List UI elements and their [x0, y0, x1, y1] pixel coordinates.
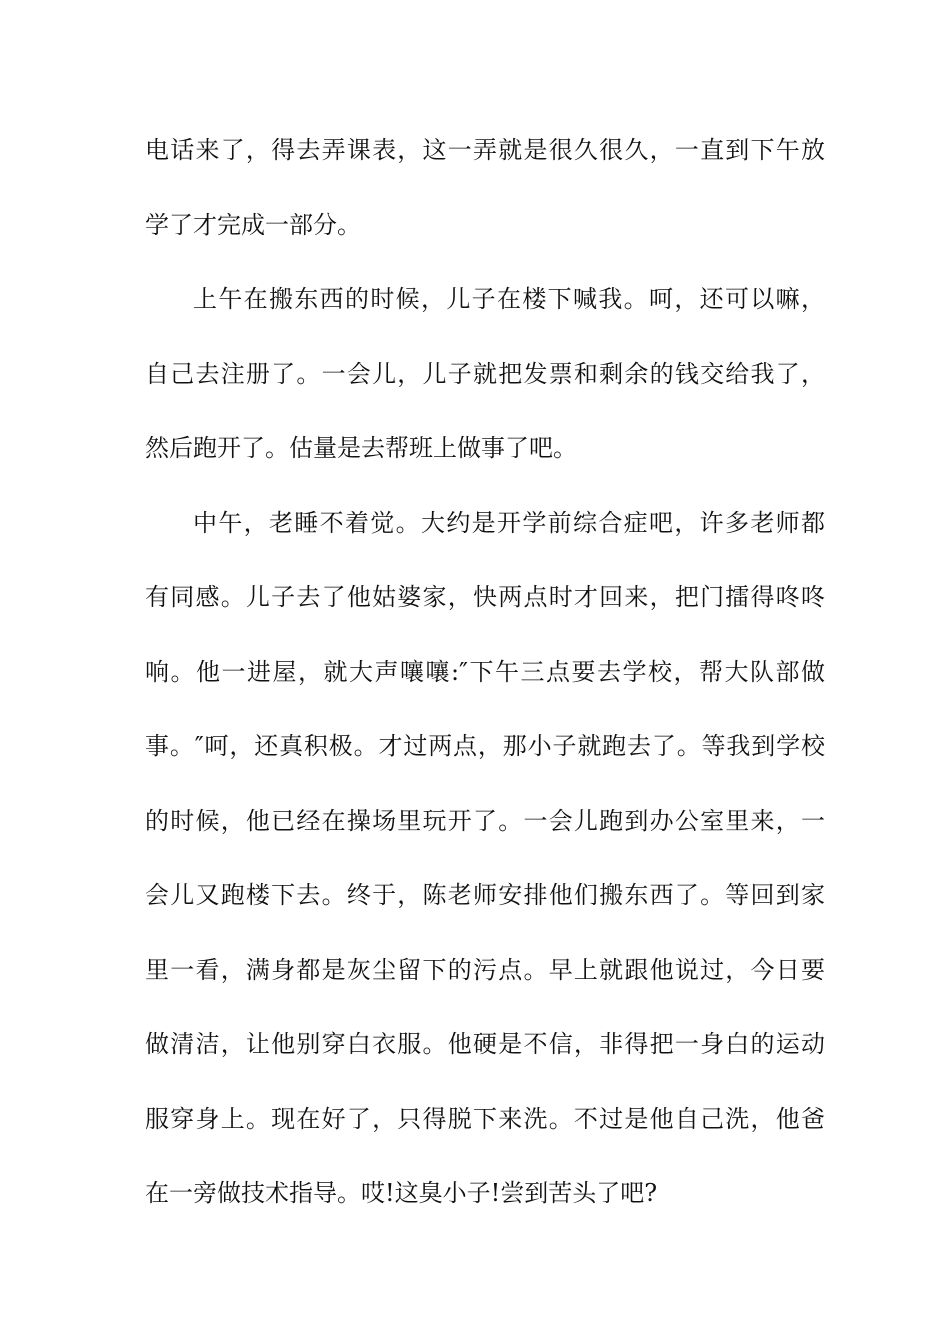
document-body [145, 130, 825, 1248]
text-line: 在一旁做技术指导。哎!这臭小子!尝到苦头了吧? [145, 1179, 658, 1207]
text-line: 自己去注册了。一会儿，儿子就把发票和剩余的钱交给我了， [145, 359, 825, 388]
text-line: 里一看，满身都是灰尘留下的污点。早上就跟他说过，今日要 [145, 955, 825, 984]
text-line: 服穿身上。现在好了，只得脱下来洗。不过是他自己洗，他爸 [145, 1104, 825, 1133]
text-line: 学了才完成一部分。 [145, 210, 361, 239]
paragraph-first-line: 中午，老睡不着觉。大约是开学前综合症吧，许多老师都 [193, 508, 825, 537]
text-line: 电话来了，得去弄课表，这一弄就是很久很久，一直到下午放 [145, 136, 825, 164]
text-line: 会儿又跑楼下去。终于，陈老师安排他们搬东西了。等回到家 [145, 881, 825, 909]
paragraph-first-line: 上午在搬东西的时候，儿子在楼下喊我。呵，还可以嘛， [193, 285, 825, 313]
text-line: 然后跑开了。估量是去帮班上做事了吧。 [145, 434, 577, 462]
text-line: 做清洁，让他别穿白衣服。他硬是不信，非得把一身白的运动 [145, 1030, 825, 1058]
text-line: 事。″呵，还真积极。才过两点，那小子就跑去了。等我到学校 [145, 732, 825, 760]
text-line: 响。他一进屋，就大声嚷嚷:″下午三点要去学校，帮大队部做 [145, 657, 825, 686]
text-line: 有同感。儿子去了他姑婆家，快两点时才回来，把门擂得咚咚 [145, 583, 825, 611]
text-line: 的时候，他已经在操场里玩开了。一会儿跑到办公室里来，一 [145, 806, 825, 835]
